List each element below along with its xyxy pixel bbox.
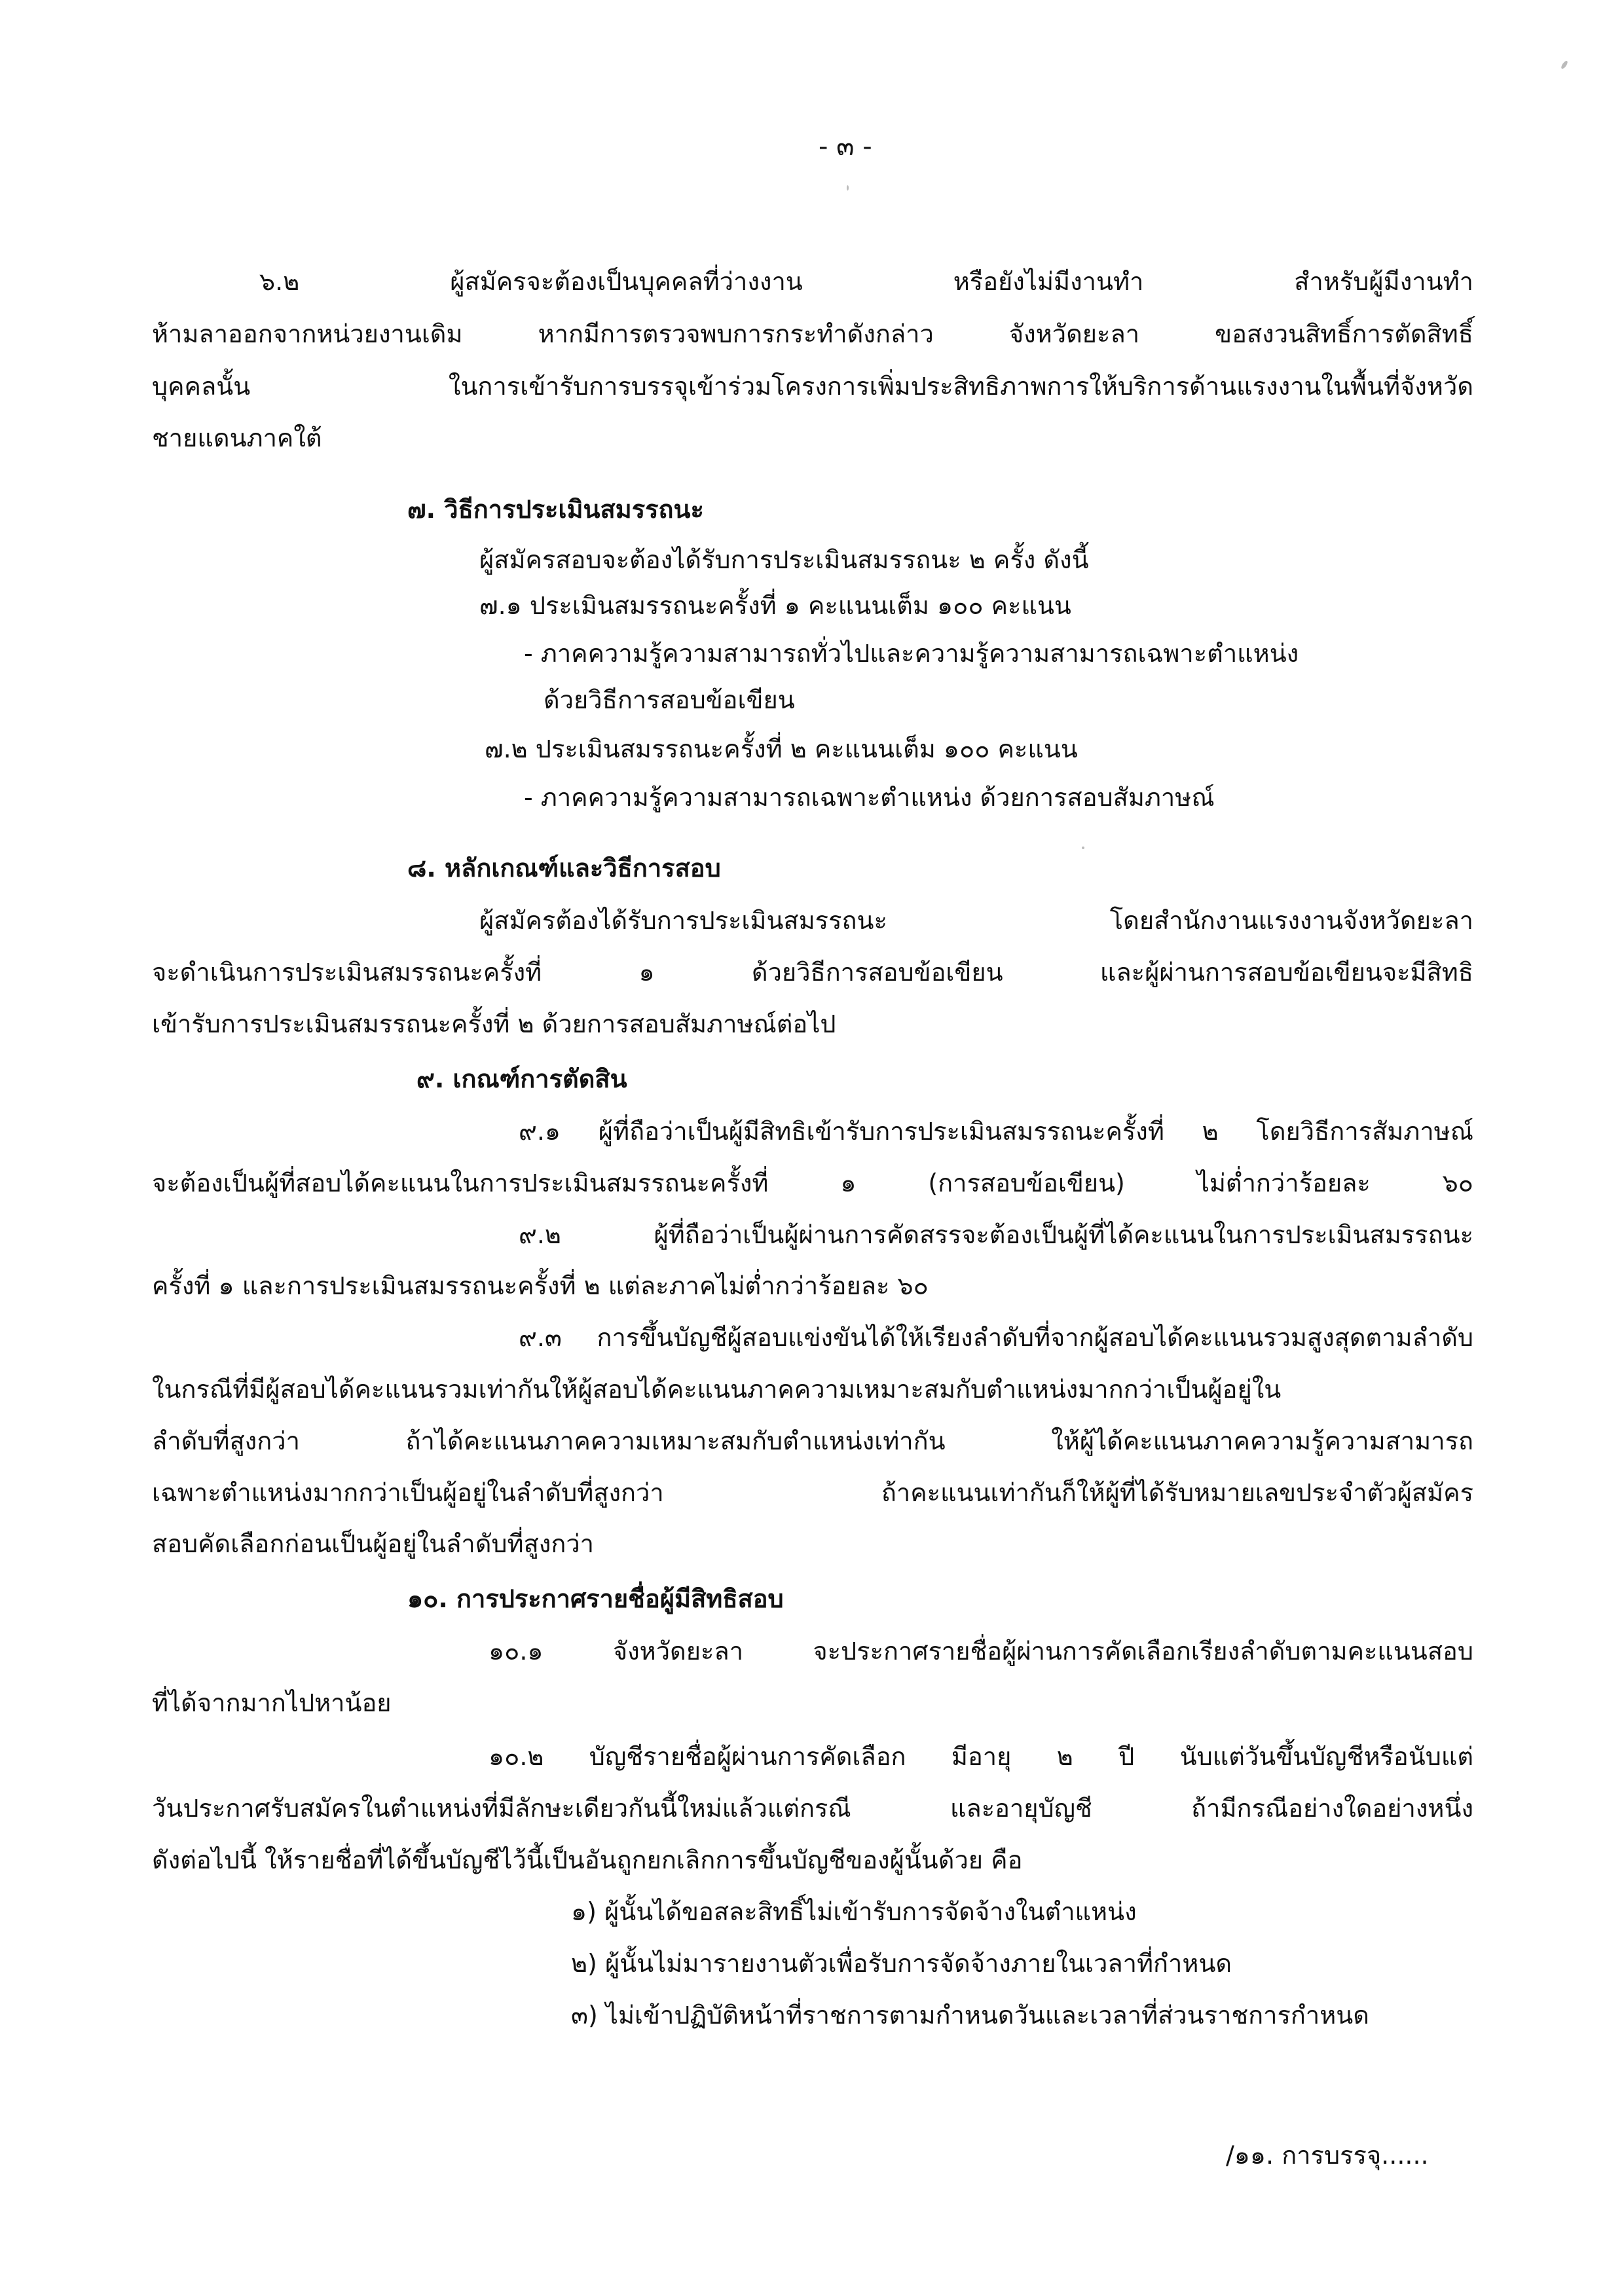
s9-line-9: สอบคัดเลือกก่อนเป็นผู้อยู่ในลำดับที่สูงกว่า (152, 1529, 595, 1558)
s10-line-3: ๑๐.๒ บัญชีรายชื่อผู้ผ่านการคัดเลือก มีอายุ ๒ ปี นับแต่วันขึ้นบัญชีหรือนับแต่ (489, 1742, 1473, 1771)
s10-line-2: ที่ได้จากมากไปหาน้อย (152, 1688, 392, 1717)
s6-line-3: บุคคลนั้น ในการเข้ารับการบรรจุเข้าร่วมโครงการเพิ่มประสิทธิภาพการให้บริการด้านแรงงานในพื้นที่จังหวัด (152, 372, 1473, 401)
s9-line-4: ครั้งที่ ๑ และการประเมินสมรรถนะครั้งที่ ๒ แต่ละภาคไม่ต่ำกว่าร้อยละ ๖๐ (152, 1271, 929, 1300)
s7-intro: ผู้สมัครสอบจะต้องได้รับการประเมินสมรรถนะ ๒ ครั้ง ดังนี้ (479, 545, 1089, 574)
s8-heading: ๘. หลักเกณฑ์และวิธีการสอบ (407, 854, 721, 883)
scan-speck (1082, 847, 1084, 849)
scan-speck (847, 185, 849, 191)
s9-line-7: ลำดับที่สูงกว่า ถ้าได้คะแนนภาคความเหมาะสมกับตำแหน่งเท่ากัน ให้ผู้ได้คะแนนภาคความรู้ความสามารถ (152, 1427, 1473, 1455)
s7-item-2: ๗.๒ ประเมินสมรรถนะครั้งที่ ๒ คะแนนเต็ม ๑๐๐ คะแนน (485, 735, 1078, 763)
s9-line-6: ในกรณีที่มีผู้สอบได้คะแนนรวมเท่ากันให้ผู้สอบได้คะแนนภาคความเหมาะสมกับตำแหน่งมากกว่าเป็นผู้อยู่ใน (152, 1375, 1282, 1404)
s10-line-1: ๑๐.๑ จังหวัดยะลา จะประกาศรายชื่อผู้ผ่านการคัดเลือกเรียงลำดับตามคะแนนสอบ (489, 1637, 1473, 1666)
s7-item-1: ๗.๑ ประเมินสมรรถนะครั้งที่ ๑ คะแนนเต็ม ๑๐๐ คะแนน (479, 591, 1071, 620)
s9-line-3: ๙.๒ ผู้ที่ถือว่าเป็นผู้ผ่านการคัดสรรจะต้องเป็นผู้ที่ได้คะแนนในการประเมินสมรรถนะ (519, 1220, 1473, 1249)
s8-line-1: ผู้สมัครต้องได้รับการประเมินสมรรถนะ โดยสำนักงานแรงงานจังหวัดยะลา (479, 906, 1473, 935)
s8-line-3: เข้ารับการประเมินสมรรถนะครั้งที่ ๒ ด้วยการสอบสัมภาษณ์ต่อไป (152, 1010, 836, 1038)
s9-line-1: ๙.๑ ผู้ที่ถือว่าเป็นผู้มีสิทธิเข้ารับการประเมินสมรรถนะครั้งที่ ๒ โดยวิธีการสัมภาษณ์ (519, 1117, 1473, 1146)
s8-line-2: จะดำเนินการประเมินสมรรถนะครั้งที่ ๑ ด้วยวิธีการสอบข้อเขียน และผู้ผ่านการสอบข้อเขียนจะมีสิทธิ (152, 958, 1473, 987)
s7-heading: ๗. วิธีการประเมินสมรรถนะ (407, 495, 704, 524)
s10-line-4: วันประกาศรับสมัครในตำแหน่งที่มีลักษะเดียวกันนี้ใหม่แล้วแต่กรณี และอายุบัญชี ถ้ามีกรณีอย่างใดอย่างหนึ่ง (152, 1794, 1473, 1823)
scan-speck (1560, 60, 1569, 70)
s7-item-1-sub-1: - ภาคความรู้ความสามารถทั่วไปและความรู้ความสามารถเฉพาะตำแหน่ง (524, 639, 1299, 668)
s10-condition-1: ๑) ผู้นั้นได้ขอสละสิทธิ์ไม่เข้ารับการจัดจ้างในตำแหน่ง (571, 1897, 1137, 1926)
s10-heading: ๑๐. การประกาศรายชื่อผู้มีสิทธิสอบ (407, 1584, 784, 1613)
s6-line-1: ๖.๒ ผู้สมัครจะต้องเป็นบุคคลที่ว่างงาน หรือยังไม่มีงานทำ สำหรับผู้มีงานทำ (259, 267, 1473, 296)
s6-line-4: ชายแดนภาคใต้ (152, 424, 322, 452)
s9-line-2: จะต้องเป็นผู้ที่สอบได้คะแนนในการประเมินสมรรถนะครั้งที่ ๑ (การสอบข้อเขียน) ไม่ต่ำกว่าร้อยละ ๖๐ (152, 1169, 1473, 1197)
s9-heading: ๙. เกณฑ์การตัดสิน (416, 1065, 627, 1093)
s10-line-5: ดังต่อไปนี้ ให้รายชื่อที่ได้ขึ้นบัญชีไว้นี้เป็นอันถูกยกเลิกการขึ้นบัญชีของผู้นั้นด้วย คือ (152, 1846, 1023, 1874)
continuation-note: /๑๑. การบรรจุ...... (1226, 2141, 1429, 2170)
s10-condition-3: ๓) ไม่เข้าปฏิบัติหน้าที่ราชการตามกำหนดวันและเวลาที่ส่วนราชการกำหนด (571, 2001, 1369, 2030)
s7-item-2-sub-1: - ภาคความรู้ความสามารถเฉพาะตำแหน่ง ด้วยการสอบสัมภาษณ์ (524, 783, 1215, 812)
s9-line-8: เฉพาะตำแหน่งมากกว่าเป็นผู้อยู่ในลำดับที่สูงกว่า ถ้าคะแนนเท่ากันก็ให้ผู้ที่ได้รับหมายเลขประจำตัวผู้สมัคร (152, 1478, 1473, 1507)
page-number: - ๓ - (819, 132, 872, 162)
s9-line-5: ๙.๓ การขึ้นบัญชีผู้สอบแข่งขันได้ให้เรียงลำดับที่จากผู้สอบได้คะแนนรวมสูงสุดตามลำดับ (519, 1323, 1473, 1352)
s7-item-1-sub-2: ด้วยวิธีการสอบข้อเขียน (544, 685, 795, 714)
s6-line-2: ห้ามลาออกจากหน่วยงานเดิม หากมีการตรวจพบการกระทำดังกล่าว จังหวัดยะลา ขอสงวนสิทธิ์การตัดสิทธิ์ (152, 319, 1473, 348)
s10-condition-2: ๒) ผู้นั้นไม่มารายงานตัวเพื่อรับการจัดจ้างภายในเวลาที่กำหนด (571, 1949, 1232, 1978)
